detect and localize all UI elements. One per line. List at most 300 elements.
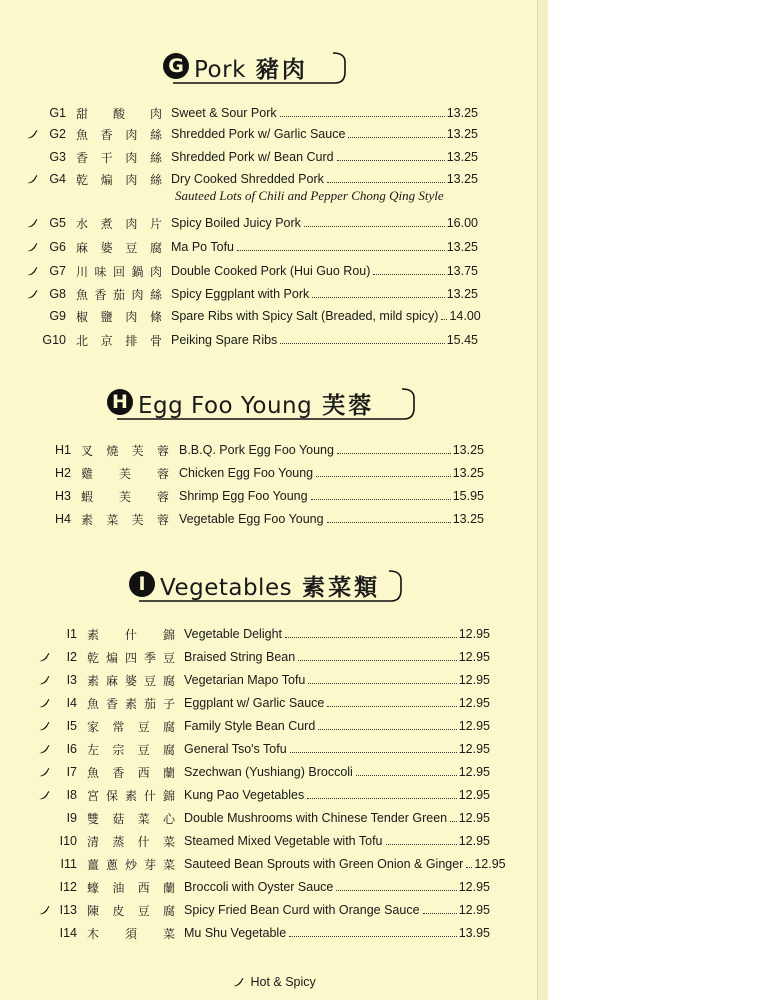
menu-item — [0, 809, 520, 829]
item-price: 13.25 — [446, 172, 478, 186]
chinese-char: 北 — [76, 334, 89, 348]
item-name: Chicken Egg Foo Young — [179, 466, 314, 480]
item-name-row — [184, 788, 490, 802]
item-price: 12.95 — [458, 811, 490, 825]
chinese-char: 素 — [124, 789, 137, 803]
item-name-row — [184, 765, 490, 779]
dot-leader — [280, 343, 444, 344]
item-code: I1 — [66, 627, 77, 641]
chinese-char: 菜 — [106, 513, 119, 527]
item-name: Spicy Boiled Juicy Pork — [171, 216, 301, 230]
chinese-char: 鹽 — [100, 310, 113, 324]
dot-leader — [280, 116, 445, 117]
item-chinese-name — [81, 465, 169, 482]
item-name-row — [179, 443, 484, 457]
item-price: 13.95 — [458, 926, 490, 940]
item-code: G3 — [49, 150, 66, 164]
item-code: I12 — [59, 880, 77, 894]
chinese-char: 豆 — [137, 720, 150, 734]
item-name-row — [171, 172, 478, 186]
chinese-char: 宗 — [112, 743, 125, 757]
item-name: Szechwan (Yushiang) Broccoli — [184, 765, 353, 779]
chinese-char: 常 — [112, 720, 125, 734]
item-chinese-name — [76, 286, 162, 303]
chinese-char: 魚 — [87, 697, 100, 711]
item-chinese-name — [76, 308, 162, 325]
chinese-char: 肉 — [125, 151, 138, 165]
chinese-char: 魚 — [87, 766, 100, 780]
item-name: Peiking Spare Ribs — [171, 333, 278, 347]
item-name: Broccoli with Oyster Sauce — [184, 880, 334, 894]
item-name: Double Mushrooms with Chinese Tender Green — [184, 811, 448, 825]
item-code: G4 — [49, 172, 66, 186]
item-chinese-name — [87, 810, 175, 827]
chinese-char: 錦 — [162, 789, 175, 803]
menu-item — [0, 285, 520, 305]
menu-item — [0, 331, 520, 351]
chinese-char: 蓉 — [156, 513, 169, 527]
menu-item — [0, 878, 520, 898]
item-price: 12.95 — [458, 834, 490, 848]
item-code: G2 — [49, 127, 66, 141]
section-header-pork — [163, 50, 349, 86]
chinese-char: 芙 — [118, 467, 131, 481]
item-name-row — [171, 216, 478, 230]
chinese-char: 婆 — [100, 241, 113, 255]
chinese-char: 椒 — [76, 310, 89, 324]
item-price: 12.95 — [458, 903, 490, 917]
chinese-char: 婆 — [124, 674, 137, 688]
chinese-char: 心 — [162, 812, 175, 826]
chinese-char: 子 — [162, 697, 175, 711]
item-code: I13 — [59, 903, 77, 917]
chinese-char: 腐 — [162, 904, 175, 918]
chinese-char: 豆 — [162, 651, 175, 665]
item-chinese-name — [87, 925, 175, 942]
chinese-char: 絲 — [149, 128, 162, 142]
item-name: Eggplant w/ Garlic Sauce — [184, 696, 325, 710]
chinese-char: 芙 — [131, 513, 144, 527]
chinese-char: 川 — [76, 265, 89, 279]
item-chinese-name — [76, 239, 162, 256]
item-price: 12.95 — [458, 880, 490, 894]
menu-item — [0, 671, 520, 691]
chinese-char: 西 — [137, 766, 150, 780]
section-letter-badge: G — [163, 53, 189, 79]
chinese-char: 豆 — [125, 241, 138, 255]
item-code: G6 — [49, 240, 66, 254]
item-name-row — [179, 512, 484, 526]
chinese-char: 排 — [125, 334, 138, 348]
chinese-char: 豆 — [137, 743, 150, 757]
item-chinese-name — [87, 764, 175, 781]
chinese-char: 煮 — [100, 217, 113, 231]
menu-item — [0, 740, 520, 760]
chinese-char: 清 — [87, 835, 100, 849]
item-name-row — [184, 811, 490, 825]
chinese-char: 薑 — [87, 858, 100, 872]
item-name-row — [184, 926, 490, 940]
section-title-en: Egg Foo Young — [138, 393, 313, 419]
item-code: I2 — [66, 650, 77, 664]
dot-leader — [312, 297, 444, 298]
item-price: 16.00 — [446, 216, 478, 230]
section-title — [160, 569, 380, 602]
chinese-char: 家 — [87, 720, 100, 734]
item-name-row — [184, 696, 490, 710]
menu-item — [0, 307, 520, 327]
item-name-row — [171, 106, 478, 120]
chinese-char: 左 — [87, 743, 100, 757]
dot-leader — [336, 890, 456, 891]
page-fold — [490, 0, 506, 10]
dot-leader — [441, 319, 447, 320]
dot-leader — [298, 660, 457, 661]
item-name: Double Cooked Pork (Hui Guo Rou) — [171, 264, 371, 278]
menu-item — [0, 214, 520, 234]
chinese-char: 木 — [87, 927, 100, 941]
item-name: Spicy Eggplant with Pork — [171, 287, 310, 301]
chinese-char: 蝦 — [81, 490, 94, 504]
item-chinese-name — [81, 488, 169, 505]
item-name: Sauteed Bean Sprouts with Green Onion & Ginger — [184, 857, 464, 871]
item-code: I9 — [66, 811, 77, 825]
item-code: I14 — [59, 926, 77, 940]
item-price: 12.95 — [458, 696, 490, 710]
chinese-char: 芙 — [118, 490, 131, 504]
chinese-char: 炒 — [124, 858, 137, 872]
chinese-char: 雙 — [87, 812, 100, 826]
item-name: Spare Ribs with Spicy Salt (Breaded, mild spicy) — [171, 309, 439, 323]
menu-item — [0, 694, 520, 714]
chinese-char: 菜 — [137, 812, 150, 826]
chinese-char: 絲 — [149, 151, 162, 165]
section-title-en: Pork — [194, 57, 246, 83]
chinese-char: 茄 — [143, 697, 156, 711]
chinese-char: 宮 — [87, 789, 100, 803]
item-price: 13.25 — [446, 127, 478, 141]
dot-leader — [337, 160, 445, 161]
item-name-row — [184, 834, 490, 848]
item-price: 12.95 — [458, 788, 490, 802]
chinese-char: 季 — [143, 651, 156, 665]
chinese-char: 蘭 — [162, 766, 175, 780]
item-name-row — [184, 627, 490, 641]
chinese-char: 陳 — [87, 904, 100, 918]
chinese-char: 乾 — [87, 651, 100, 665]
chinese-char: 蓉 — [156, 467, 169, 481]
chinese-char: 菜 — [162, 858, 175, 872]
chinese-char: 須 — [124, 927, 137, 941]
menu-item — [0, 104, 520, 124]
item-price: 12.95 — [458, 742, 490, 756]
dot-leader — [290, 752, 457, 753]
chinese-char: 肉 — [131, 288, 144, 302]
item-code: G1 — [49, 106, 66, 120]
item-chinese-name — [76, 332, 162, 349]
chinese-char: 絲 — [149, 173, 162, 187]
item-name: Kung Pao Vegetables — [184, 788, 305, 802]
dot-leader — [466, 867, 472, 868]
chinese-char: 回 — [112, 265, 125, 279]
menu-item — [0, 855, 520, 875]
chinese-char: 水 — [76, 217, 89, 231]
spicy-legend — [232, 975, 316, 989]
item-price: 15.95 — [452, 489, 484, 503]
section-letter-badge: I — [129, 571, 155, 597]
dot-leader — [373, 274, 444, 275]
chinese-char: 雞 — [81, 467, 94, 481]
menu-item — [0, 763, 520, 783]
dot-leader — [318, 729, 456, 730]
chinese-char: 叉 — [81, 444, 94, 458]
section-letter-badge: H — [107, 389, 133, 415]
item-code: I3 — [66, 673, 77, 687]
item-code: I4 — [66, 696, 77, 710]
menu-item — [0, 625, 520, 645]
item-price: 12.95 — [458, 765, 490, 779]
dot-leader — [348, 137, 444, 138]
item-code: G5 — [49, 216, 66, 230]
item-price: 12.95 — [458, 719, 490, 733]
chinese-char: 京 — [100, 334, 113, 348]
chinese-char: 乾 — [76, 173, 89, 187]
dot-leader — [327, 706, 456, 707]
chinese-char: 肉 — [149, 107, 162, 121]
item-chinese-name — [87, 626, 175, 643]
menu-item — [0, 924, 520, 944]
item-chinese-name — [87, 741, 175, 758]
item-name: Vegetarian Mapo Tofu — [184, 673, 306, 687]
menu-item — [0, 717, 520, 737]
item-price: 12.95 — [458, 627, 490, 641]
item-code: I10 — [59, 834, 77, 848]
item-chinese-name — [87, 902, 175, 919]
chinese-char: 肉 — [125, 217, 138, 231]
item-price: 13.25 — [446, 150, 478, 164]
chinese-char: 干 — [100, 151, 113, 165]
chinese-char: 蠔 — [87, 881, 100, 895]
item-name: Shredded Pork w/ Bean Curd — [171, 150, 334, 164]
menu-item — [0, 648, 520, 668]
item-name-row — [171, 240, 478, 254]
chinese-char: 四 — [124, 651, 137, 665]
dot-leader — [237, 250, 445, 251]
item-name: Braised String Bean — [184, 650, 296, 664]
section-title-en: Vegetables — [160, 575, 293, 601]
item-name-row — [184, 903, 490, 917]
chinese-char: 腐 — [162, 674, 175, 688]
chinese-char: 麻 — [105, 674, 118, 688]
menu-item — [0, 464, 520, 484]
item-price: 13.25 — [446, 287, 478, 301]
item-code: I6 — [66, 742, 77, 756]
item-name: Sweet & Sour Pork — [171, 106, 277, 120]
chinese-char: 片 — [149, 217, 162, 231]
chinese-char: 菜 — [162, 927, 175, 941]
item-name-row — [171, 127, 478, 141]
item-price: 12.95 — [458, 673, 490, 687]
chinese-char: 腐 — [162, 743, 175, 757]
item-chinese-name — [87, 695, 175, 712]
item-price: 14.00 — [449, 309, 481, 323]
item-chinese-name — [76, 171, 162, 188]
section-title — [138, 387, 374, 420]
chinese-char: 芙 — [131, 444, 144, 458]
item-chinese-name — [87, 649, 175, 666]
item-chinese-name — [87, 672, 175, 689]
section-title-zh: 芙蓉 — [322, 393, 375, 419]
item-name-row — [171, 264, 478, 278]
dot-leader — [304, 226, 445, 227]
chinese-char: 皮 — [112, 904, 125, 918]
section-header-egg-foo-young — [107, 386, 418, 422]
chinese-char: 甜 — [76, 107, 89, 121]
item-chinese-name — [87, 833, 175, 850]
item-name: B.B.Q. Pork Egg Foo Young — [179, 443, 334, 457]
chinese-char: 蓉 — [156, 490, 169, 504]
item-price: 13.25 — [452, 443, 484, 457]
item-price: 15.45 — [446, 333, 478, 347]
item-name: Vegetable Delight — [184, 627, 282, 641]
item-chinese-name — [87, 879, 175, 896]
dot-leader — [316, 476, 451, 477]
dot-leader — [386, 844, 457, 845]
chinese-char: 燒 — [106, 444, 119, 458]
item-code: I11 — [60, 857, 77, 871]
item-chinese-name — [87, 718, 175, 735]
item-code: I5 — [66, 719, 77, 733]
item-code: I7 — [66, 765, 77, 779]
item-name: Spicy Fried Bean Curd with Orange Sauce — [184, 903, 420, 917]
menu-item — [0, 510, 520, 530]
menu-item — [0, 441, 520, 461]
dot-leader — [307, 798, 456, 799]
chinese-char: 什 — [137, 835, 150, 849]
item-code: G10 — [42, 333, 66, 347]
item-code: H1 — [55, 443, 71, 457]
chinese-char: 菇 — [112, 812, 125, 826]
menu-item — [0, 238, 520, 258]
dish-note: Sauteed Lots of Chili and Pepper Chong Qing Style — [175, 188, 444, 203]
chinese-char: 骨 — [149, 334, 162, 348]
item-code: H4 — [55, 512, 71, 526]
chinese-char: 肉 — [125, 310, 138, 324]
chinese-char: 香 — [76, 151, 89, 165]
dot-leader — [337, 453, 451, 454]
chinese-char: 蒸 — [112, 835, 125, 849]
chinese-char: 素 — [87, 674, 100, 688]
chinese-char: 酸 — [112, 107, 125, 121]
menu-item — [0, 487, 520, 507]
item-price: 13.25 — [446, 240, 478, 254]
chinese-char: 條 — [149, 310, 162, 324]
section-title-zh: 素菜類 — [302, 575, 381, 601]
chinese-char: 腐 — [162, 720, 175, 734]
chinese-char: 素 — [87, 628, 100, 642]
menu-item — [0, 125, 520, 145]
item-name: Family Style Bean Curd — [184, 719, 316, 733]
item-chinese-name — [76, 126, 162, 143]
item-code: H3 — [55, 489, 71, 503]
item-code: G8 — [49, 287, 66, 301]
item-price: 13.25 — [452, 466, 484, 480]
item-name-row — [184, 650, 490, 664]
dot-leader — [308, 683, 456, 684]
item-chinese-name — [76, 263, 162, 280]
section-title — [194, 51, 308, 84]
chinese-char: 魚 — [76, 288, 89, 302]
dot-leader — [423, 913, 457, 914]
item-chinese-name — [87, 856, 175, 873]
chinese-char: 菜 — [162, 835, 175, 849]
item-chinese-name — [76, 149, 162, 166]
item-price: 13.75 — [446, 264, 478, 278]
chinese-char: 什 — [124, 628, 137, 642]
dot-leader — [450, 821, 457, 822]
item-name: Shredded Pork w/ Garlic Sauce — [171, 127, 346, 141]
chinese-char: 豆 — [143, 674, 156, 688]
chinese-char: 肉 — [125, 128, 138, 142]
menu-item — [0, 170, 520, 190]
dot-leader — [327, 522, 451, 523]
chinese-char: 煸 — [105, 651, 118, 665]
item-name-row — [171, 287, 478, 301]
item-code: H2 — [55, 466, 71, 480]
item-name: Dry Cooked Shredded Pork — [171, 172, 324, 186]
menu-item — [0, 262, 520, 282]
dot-leader — [289, 936, 457, 937]
chinese-char: 鍋 — [131, 265, 144, 279]
item-name-row — [184, 880, 490, 894]
chinese-char: 素 — [124, 697, 137, 711]
chinese-char: 錦 — [162, 628, 175, 642]
item-name-row — [179, 489, 484, 503]
chinese-char: 肉 — [149, 265, 162, 279]
chinese-char: 香 — [105, 697, 118, 711]
item-name: Mu Shu Vegetable — [184, 926, 287, 940]
chinese-char: 香 — [112, 766, 125, 780]
chinese-char: 什 — [143, 789, 156, 803]
dot-leader — [356, 775, 457, 776]
chinese-char: 味 — [94, 265, 107, 279]
item-name-row — [179, 466, 484, 480]
legend-label: Hot & Spicy — [250, 975, 316, 989]
item-name: Vegetable Egg Foo Young — [179, 512, 324, 526]
item-chinese-name — [76, 105, 162, 122]
section-header-vegetables — [129, 568, 405, 604]
item-name-row — [184, 719, 490, 733]
menu-item — [0, 786, 520, 806]
chinese-char: 煸 — [100, 173, 113, 187]
item-name: Steamed Mixed Vegetable with Tofu — [184, 834, 383, 848]
item-name: Ma Po Tofu — [171, 240, 235, 254]
chinese-char: 肉 — [125, 173, 138, 187]
chinese-char: 茄 — [112, 288, 125, 302]
menu-item — [0, 832, 520, 852]
chinese-char: 西 — [137, 881, 150, 895]
item-name-row — [171, 309, 481, 323]
item-price: 12.95 — [458, 650, 490, 664]
dot-leader — [285, 637, 457, 638]
item-chinese-name — [81, 511, 169, 528]
chinese-char: 麻 — [76, 241, 89, 255]
item-chinese-name — [76, 215, 162, 232]
chinese-char: 香 — [100, 128, 113, 142]
item-name-row — [171, 333, 478, 347]
chinese-char: 蓉 — [156, 444, 169, 458]
item-price: 13.25 — [452, 512, 484, 526]
